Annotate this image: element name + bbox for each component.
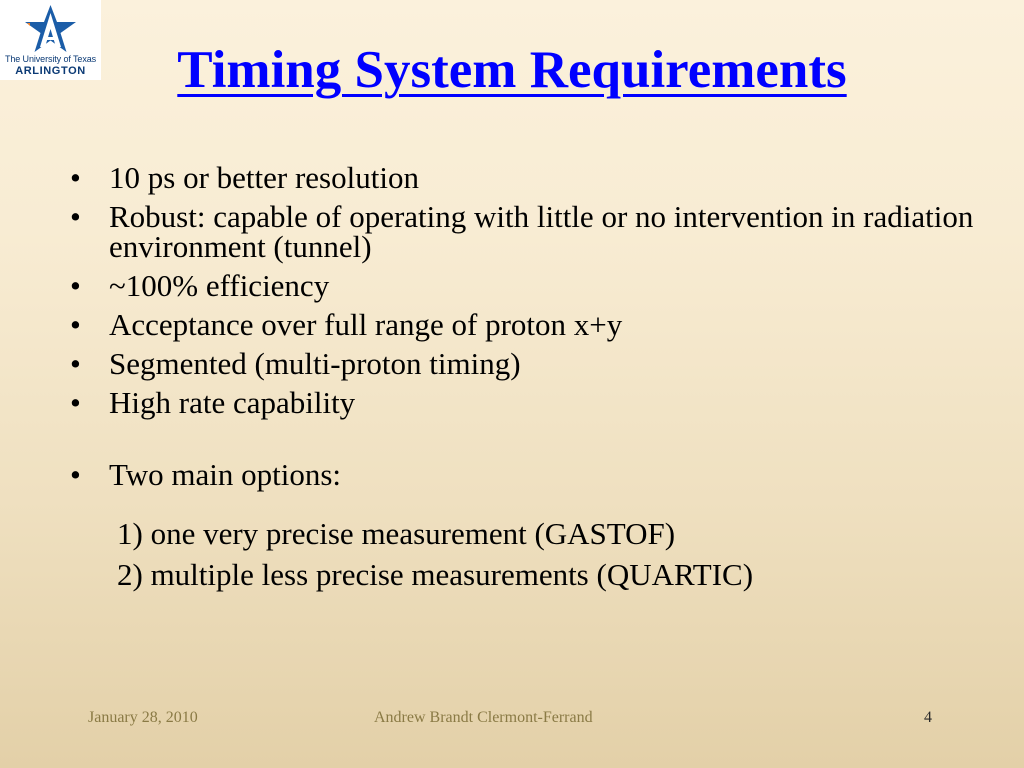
bullet-text: 10 ps or better resolution xyxy=(109,160,419,195)
bullet-icon: • xyxy=(70,268,81,303)
footer-author-venue: Andrew Brandt Clermont-Ferrand xyxy=(374,709,593,726)
bullet-item xyxy=(70,385,990,420)
bullet-icon: • xyxy=(70,385,81,420)
option-item-gastof: 1) one very precise measurement (GASTOF) xyxy=(117,516,676,551)
bullet-item xyxy=(70,457,990,492)
bullet-text: ~100% efficiency xyxy=(109,268,330,303)
bullet-item xyxy=(70,160,990,195)
bullet-item xyxy=(70,346,990,381)
bullet-text: Segmented (multi-proton timing) xyxy=(109,346,521,381)
bullet-text: Two main options: xyxy=(109,457,342,492)
footer-date: January 28, 2010 xyxy=(88,709,198,726)
bullet-text: Acceptance over full range of proton x+y xyxy=(109,307,623,342)
logo-arlington-text: ARLINGTON xyxy=(15,65,86,77)
logo-university-text: The University of Texas xyxy=(4,54,97,64)
slide-title: Timing System Requirements xyxy=(177,41,847,99)
bullet-icon: • xyxy=(70,307,81,342)
bullet-list xyxy=(70,160,990,499)
bullet-icon: • xyxy=(70,457,81,492)
bullet-icon: • xyxy=(70,160,81,195)
bullet-text: High rate capability xyxy=(109,385,356,420)
bullet-text: Robust: capable of operating with little or no intervention in radiation environment (tunnel) xyxy=(109,199,974,264)
bullet-icon: • xyxy=(70,346,81,381)
page-number: 4 xyxy=(924,709,932,726)
bullet-icon: • xyxy=(70,199,81,234)
bullet-item xyxy=(70,307,990,342)
option-item-quartic: 2) multiple less precise measurements (QUARTIC) xyxy=(117,557,754,592)
bullet-item xyxy=(70,268,990,303)
bullet-item xyxy=(70,199,990,264)
